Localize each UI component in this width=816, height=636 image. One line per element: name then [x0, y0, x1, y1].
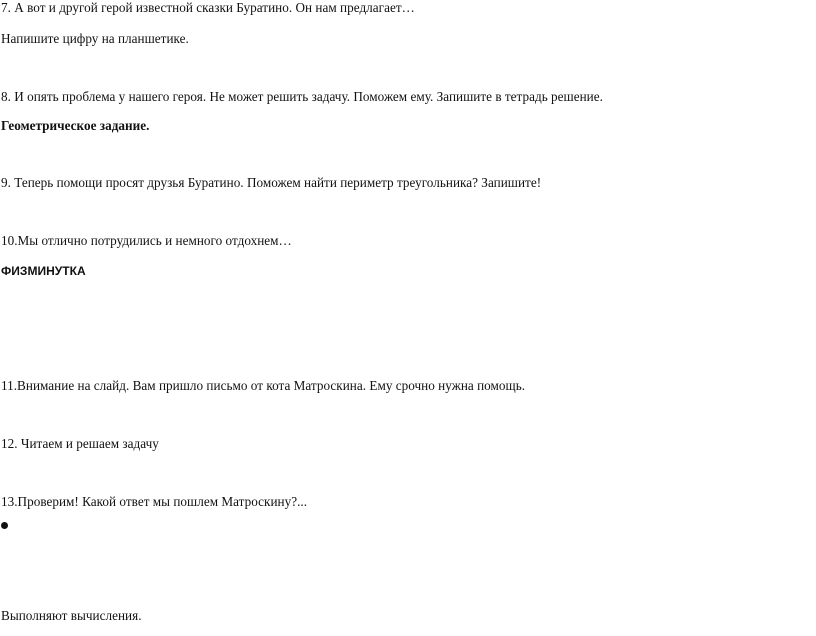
bullet-icon — [1, 522, 8, 529]
item-13-text: 13.Проверим! Какой ответ мы пошлем Матроскину?... — [1, 494, 308, 509]
item-8-text: 8. И опять проблема у нашего героя. Не может решить задачу. Поможем ему. Запишите в тетрадь решение. — [1, 89, 603, 104]
item-11-text: 11.Внимание на слайд. Вам пришло письмо от кота Матроскина. Ему срочно нужна помощь. — [1, 378, 526, 393]
final-note: Выполняют вычисления. — [1, 608, 142, 623]
item-12-text: 12. Читаем и решаем задачу — [1, 436, 159, 451]
item-7-text: 7. А вот и другой герой известной сказки Буратино. Он нам предлагает… — [1, 0, 415, 15]
item-7-instruction: Напишите цифру на планшетике. — [1, 31, 189, 46]
item-9-text: 9. Теперь помощи просят друзья Буратино. Поможем найти периметр треугольника? Запишите! — [1, 175, 542, 190]
item-8-heading: Геометрическое задание. — [1, 118, 150, 133]
item-10-heading: ФИЗМИНУТКА — [1, 264, 86, 278]
item-10-text: 10.Мы отлично потрудились и немного отдохнем… — [1, 233, 292, 248]
